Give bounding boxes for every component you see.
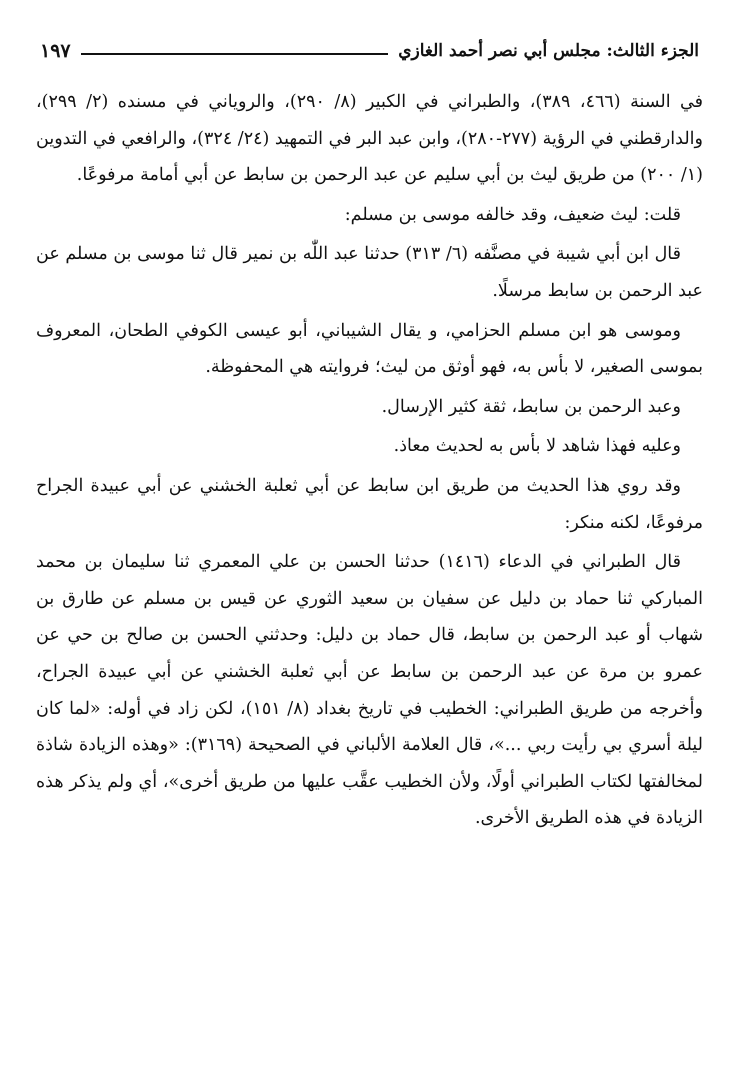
chapter-title: الجزء الثالث: مجلس أبي نصر أحمد الغازي xyxy=(398,41,699,61)
paragraph-remark-laith: قلت: ليث ضعيف، وقد خالفه موسى بن مسلم: xyxy=(344,204,681,225)
paragraph-ibn-abi-shaybah: قال ابن أبي شيبة في مصنَّفه (٦/ ٣١٣) حدثنا عبد اللّٰه بن نمير قال ثنا موسى بن مسلم عن عبد الرحمن بن سابط مرسلًا. xyxy=(36,244,703,301)
paragraph-shahid: وعليه فهذا شاهد لا بأس به لحديث معاذ. xyxy=(393,436,681,457)
paragraph-musa-bio: وموسى هو ابن مسلم الحزامي، و يقال الشيباني، أبو عيسى الكوفي الطحان، المعروف بموسى الصغير، لا بأس به، فهو أوثق من ليث؛ فروايته هي المحفوظة. xyxy=(36,320,703,378)
running-header xyxy=(40,34,699,68)
paragraph-ibn-sabit: وعبد الرحمن بن سابط، ثقة كثير الإرسال. xyxy=(381,396,681,417)
page-body xyxy=(36,84,703,840)
paragraph-thalabah-route: وقد روي هذا الحديث من طريق ابن سابط عن أبي ثعلبة الخشني عن أبي عبيدة الجراح مرفوعًا، لكنه منكر: xyxy=(36,475,703,533)
page-number: ١٩٧ xyxy=(40,40,71,62)
header-rule xyxy=(81,53,389,55)
paragraph-tabarani-dua: قال الطبراني في الدعاء (١٤١٦) حدثنا الحسن بن علي المعمري ثنا سليمان بن محمد المباركي ثنا حماد بن دليل عن سفيان بن سعيد الثوري عن قيس بن مسلم عن طارق بن شهاب أو عبد الرحمن بن سابط، قال حماد بن دليل: وحدثني الحسن بن صالح بن حي عن عمرو بن مرة عن عبد الرحمن بن سابط عن أبي ثعلبة الخشني عن أبي عبيدة الجراح، وأخرجه من طريق الطبراني: الخطيب في تاريخ بغداد (٨/ ١٥١)، لكن زاد في أوله: «لما كان ليلة أسري بي رأيت ربي ...»، قال العلامة الألباني في الصحيحة (٣١٦٩): «وهذه الزيادة شاذة لمخالفتها لكتاب الطبراني أولًا، ولأن الخطيب عقَّب عليها من طريق أخرى»، أي ولم يذكر هذه الزيادة في هذه الطريق الأخرى. xyxy=(36,552,704,829)
paragraph-citations: في السنة (٤٦٦، ٣٨٩)، والطبراني في الكبير (٨/ ٢٩٠)، والروياني في مسنده (٢/ ٢٩٩)، والدارقطني في الرؤية (٢٧٧-٢٨٠)، وابن عبد البر في التمهيد (٢٤/ ٣٢٤)، والرافعي في التدوين (١/ ٢٠٠) من طريق ليث بن أبي سليم عن عبد الرحمن بن سابط عن أبي أمامة مرفوعًا. xyxy=(36,92,704,186)
